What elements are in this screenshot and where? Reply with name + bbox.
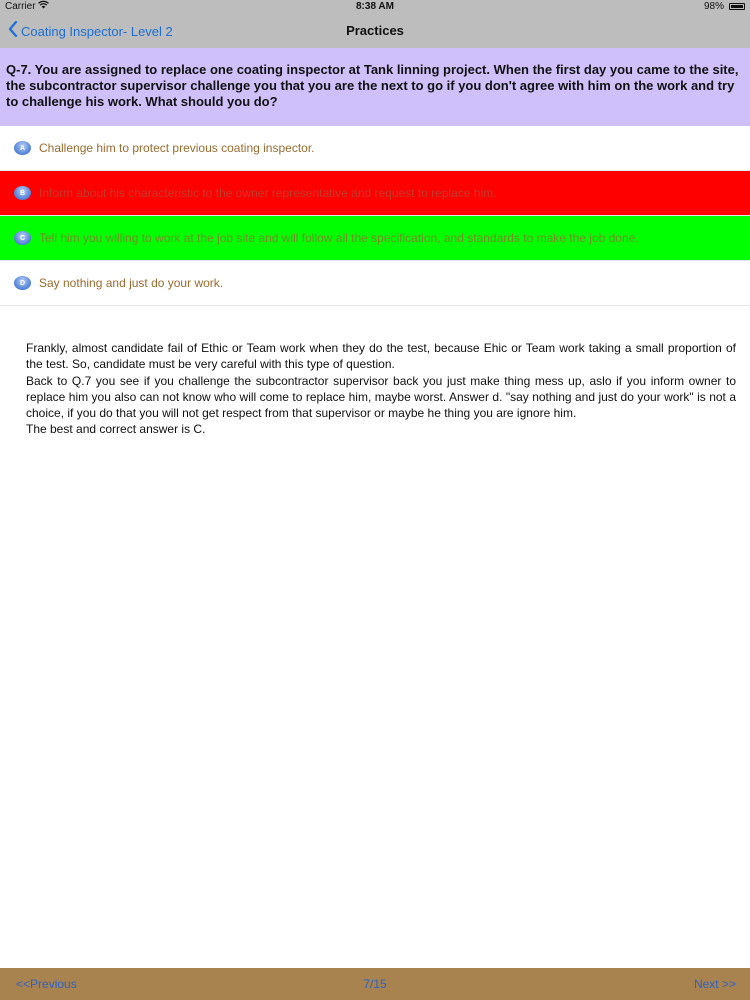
- status-bar: [0, 0, 750, 14]
- question-text: Q-7. You are assigned to replace one coating inspector at Tank linning project. When the first day you came to the site, the subcontractor supervisor challenge you that you are the next to go if you don't agree with him on the work and try to challenge his work. What should you do?: [0, 48, 750, 126]
- option-b-text: Inform about his characteristic to the owner representative and request to replace him.: [39, 186, 497, 200]
- option-d-badge: D: [14, 276, 31, 290]
- chevron-left-icon: [8, 21, 18, 41]
- option-b-badge: B: [14, 186, 31, 200]
- option-a-text: Challenge him to protect previous coating inspector.: [39, 141, 315, 155]
- explanation-paragraph: Frankly, almost candidate fail of Ethic or Team work when they do the test, because Ehic or Team work taking a small proportion of the test. So, candidate must be very careful with this type of question.: [26, 341, 736, 372]
- bottom-bar: [0, 968, 750, 1000]
- option-a[interactable]: [0, 126, 750, 171]
- previous-button[interactable]: <<Previous: [16, 977, 77, 991]
- back-button-label: Coating Inspector- Level 2: [21, 23, 173, 39]
- carrier-label: Carrier: [5, 1, 36, 12]
- explanation: [26, 340, 736, 438]
- option-d-text: Say nothing and just do your work.: [39, 276, 224, 290]
- option-a-badge: A: [14, 141, 31, 155]
- battery-percent: 98%: [703, 1, 724, 12]
- explanation-paragraph: Back to Q.7 you see if you challenge the subcontractor supervisor back you just make thing mess up, aslo if you inform owner to replace him you also can not know who will come to replace him, maybe worst. Answer d. "say nothing and just do your work" is not a choice, if you do that you will not get respect from that supervisor or maybe he thing you are ignore him.: [26, 373, 736, 421]
- question-counter: 7/15: [363, 977, 387, 991]
- option-c[interactable]: [0, 216, 750, 261]
- page-title: Practices: [346, 23, 404, 38]
- explanation-paragraph: The best and correct answer is C.: [26, 422, 206, 437]
- battery-icon: [729, 3, 745, 10]
- back-button[interactable]: [8, 14, 173, 48]
- navigation-bar: [0, 14, 750, 48]
- clock: 8:38 AM: [356, 1, 394, 12]
- option-d[interactable]: [0, 261, 750, 306]
- option-b[interactable]: [0, 171, 750, 216]
- next-button[interactable]: Next >>: [693, 977, 736, 991]
- option-c-badge: C: [14, 231, 31, 245]
- option-c-text: Tell him you willing to work at the job site and will follow all the specification, and standards to make the job done.: [39, 231, 639, 245]
